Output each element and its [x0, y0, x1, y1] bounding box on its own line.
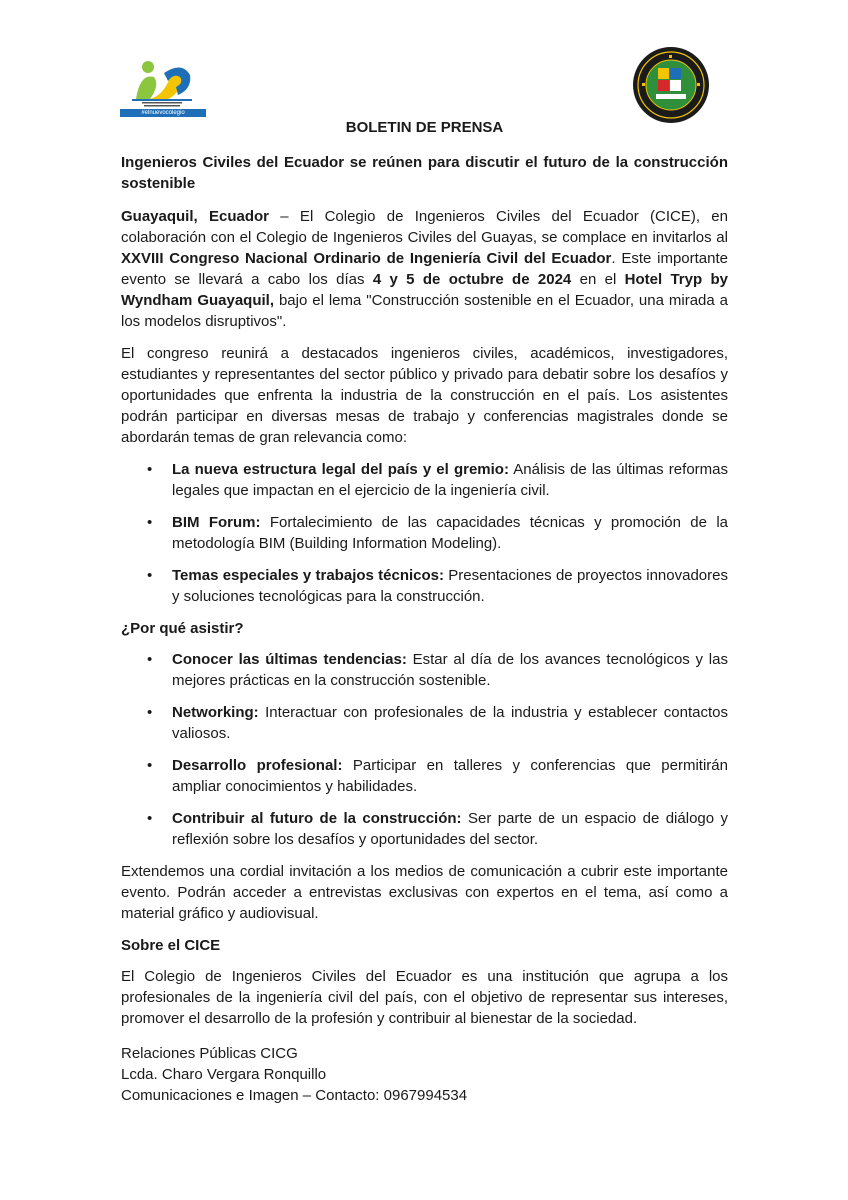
- topic-text: Análisis de las últimas reformas legales que impactan en el ejercicio de la ingeniería civil.: [172, 461, 728, 499]
- intro-venue: Hotel Tryp by Wyndham Guayaquil,: [121, 271, 728, 309]
- about-heading: Sobre el CICE: [121, 937, 221, 954]
- intro-text-1: – El Colegio de Ingenieros Civiles del Ecuador (CICE), en colaboración con el Colegio de Ingenieros Civiles del Guayas, se complace en invitarlos al: [121, 208, 728, 246]
- contact-block: [121, 1043, 728, 1106]
- cicg-logo: [120, 55, 206, 117]
- reason-text: Ser parte de un espacio de diálogo y reflexión sobre los desafíos y oportunidades del sector.: [172, 810, 728, 848]
- contact-department: Relaciones Públicas CICG: [121, 1045, 298, 1062]
- cice-seal-logo: [632, 46, 710, 124]
- list-item: [172, 649, 728, 691]
- reason-title: Networking:: [172, 704, 259, 721]
- topic-text: Presentaciones de proyectos innovadores y soluciones tecnológicas para la construcción.: [172, 567, 728, 605]
- reason-text: Participar en talleres y conferencias que permitirán ampliar conocimientos y habilidades.: [172, 757, 728, 795]
- list-item: [172, 512, 728, 554]
- topic-title: Temas especiales y trabajos técnicos:: [172, 567, 444, 584]
- invitation-paragraph: Extendemos una cordial invitación a los medios de comunicación a cubrir este importante evento. Podrán acceder a entrevistas exclusivas con expertos en el tema, así como a material gráfico y audiovisual.: [121, 863, 728, 922]
- topic-title: BIM Forum:: [172, 514, 261, 531]
- reason-title: Conocer las últimas tendencias:: [172, 651, 407, 668]
- reason-text: Interactuar con profesionales de la industria y establecer contactos valiosos.: [172, 704, 728, 742]
- reason-title: Desarrollo profesional:: [172, 757, 343, 774]
- intro-text-3: en el: [571, 271, 625, 288]
- logo-caption: #elnuevocolegio: [141, 110, 185, 116]
- press-release: [121, 117, 728, 1106]
- intro-place: Guayaquil, Ecuador: [121, 208, 269, 225]
- intro-paragraph: [121, 206, 728, 332]
- reason-text: Estar al día de los avances tecnológicos y las mejores prácticas en la construcción sostenible.: [172, 651, 728, 689]
- cicg-logo-graphic: [120, 55, 206, 117]
- list-item: [172, 702, 728, 744]
- about-paragraph: El Colegio de Ingenieros Civiles del Ecuador es una institución que agrupa a los profesionales de la ingeniería civil del país, con el objetivo de representar sus intereses, promover el desarrollo de la profesión y contribuir al bienestar de la sociedad.: [121, 968, 728, 1027]
- list-item: [172, 459, 728, 501]
- list-item: [172, 565, 728, 607]
- contact-person: Lcda. Charo Vergara Ronquillo: [121, 1066, 327, 1083]
- list-item: [172, 808, 728, 850]
- page-title: BOLETIN DE PRENSA: [345, 119, 504, 136]
- topics-list: [121, 459, 728, 607]
- topic-text: Fortalecimiento de las capacidades técnicas y promoción de la metodología BIM (Building Information Modeling).: [172, 514, 728, 552]
- intro-text-2: . Este importante evento se llevará a cabo los días: [121, 250, 728, 288]
- headline: Ingenieros Civiles del Ecuador se reúnen para discutir el futuro de la construcción sostenible: [121, 154, 728, 192]
- topic-title: La nueva estructura legal del país y el gremio:: [172, 461, 509, 478]
- reasons-list: [121, 649, 728, 850]
- congress-paragraph: El congreso reunirá a destacados ingenieros civiles, académicos, investigadores, estudiantes y representantes del sector público y privado para debatir sobre los desafíos y oportunidades que enfrenta la industria de la construcción en el país. Los asistentes podrán participar en diversas mesas de trabajo y conferencias magistrales donde se abordarán temas de gran relevancia como:: [121, 345, 728, 446]
- contact-phone: Comunicaciones e Imagen – Contacto: 0967994534: [121, 1087, 468, 1104]
- cice-seal-graphic: [632, 46, 710, 124]
- intro-text-4: bajo el lema "Construcción sostenible en el Ecuador, una mirada a los modelos disruptivos".: [121, 292, 728, 330]
- intro-dates: 4 y 5 de octubre de 2024: [372, 271, 572, 288]
- intro-congress-name: XXVIII Congreso Nacional Ordinario de Ingeniería Civil del Ecuador: [121, 250, 612, 267]
- why-attend-heading: ¿Por qué asistir?: [121, 620, 244, 637]
- reason-title: Contribuir al futuro de la construcción:: [172, 810, 462, 827]
- list-item: [172, 755, 728, 797]
